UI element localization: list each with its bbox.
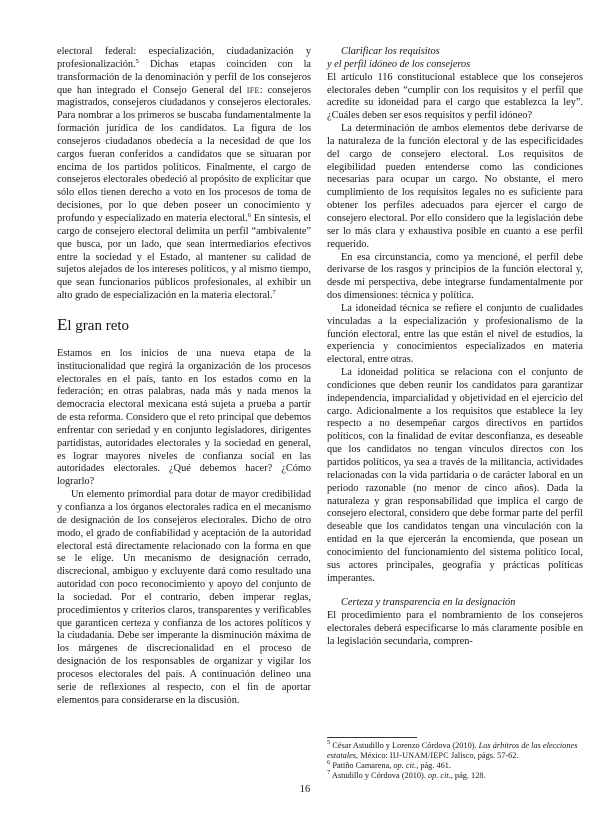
text: Patiño Camarena, bbox=[330, 761, 394, 770]
citation-abbrev: op. cit. bbox=[393, 761, 417, 770]
text: electoral federal: especialización, ciudadanización y profesionalización. bbox=[57, 46, 311, 70]
text: , pág. 461. bbox=[416, 761, 451, 770]
footnote-ref[interactable]: 6 bbox=[247, 211, 251, 219]
footnote-number: 5 bbox=[327, 739, 331, 746]
paragraph: En esa circunstancia, como ya mencioné, el perfil debe derivarse de los rasgos y principios de la función electoral y, desde mi perspectiva, debe integrarse fundamentalmente por dos dimensiones: técnica y política. bbox=[327, 251, 583, 302]
footnote bbox=[327, 761, 583, 771]
right-column bbox=[327, 46, 583, 649]
spacer bbox=[327, 585, 583, 597]
paragraph: Un elemento primordial para dotar de mayor credibilidad y confianza a los órganos electorales radica en el mecanismo de designación de los consejeros electorales. Dicho de otro modo, el grado de confiabilidad y aceptación de la autoridad electoral está directamente relacionado con la forma en que se le elige. Un mecanismo de designación cerrado, discrecional, ambiguo y excluyente dará como resultado una autoridad con poco reconocimiento y apoyo del conjunto de la sociedad. Por el contrario, deben imperar reglas, procedimientos y criterios claros, transparentes y verificables que garanticen certeza y confianza de los actores políticos y la ciudadanía. Debe ser imperante la disminución máxima de los márgenes de discrecionalidad en el proceso de designación de los responsables de organizar y vigilar los procesos electorales del país. A continuación delineo una serie de reflexiones al respecto, con el fin de aportar elementos para considerarse en la discusión. bbox=[57, 489, 311, 706]
paragraph: El procedimiento para el nombramiento de los consejeros electorales deberá especificarse lo más claramente posible en la legislación secundaria, compren- bbox=[327, 610, 583, 647]
acronym: IFE bbox=[246, 85, 260, 95]
subheading bbox=[327, 46, 583, 72]
footnote bbox=[327, 771, 583, 781]
text: , pág. 128. bbox=[450, 771, 486, 780]
paragraph: La idoneidad política se relaciona con el conjunto de condiciones que deben reunir los candidatos para garantizar independencia, imparcialidad y objetividad en el ejercicio del cargo. Adicionalmente a los requisitos que establece la ley respecto a no desempeñar cargos directivos en partidos políticos, con la finalidad de evitar desconfianza, es deseable que los candidatos no tengan vínculos directos con los partidos políticos, ya sea a través de la militancia, actividades relacionadas con la vida partidaria o de carácter laboral en un periodo razonable (no menor de cinco años). Dada la naturaleza y gran responsabilidad que implica el cargo de consejero electoral, considero que debe formar parte del perfil deseable que los candidatos tengan una vinculación con la entidad en la que ejercerán la encomienda, que posean un conocimiento del funcionamiento del sistema político local, sus actores principales, geografía y prácticas políticas imperantes. bbox=[327, 367, 583, 584]
footnote-divider bbox=[327, 737, 417, 738]
text: En síntesis, el cargo de consejero electoral delimita un perfil “ambivalente” que busca, por un lado, que sean intermediarios efectivos entre la sociedad y el Estado, al mantener su calidad de sujetos alejados de los intereses políticos, y al mismo tiempo, que sean funcionarios públicos profesionales, al exhibir un alto grado de especialización en la materia electoral. bbox=[57, 212, 311, 302]
subheading: Certeza y transparencia en la designación bbox=[341, 597, 516, 609]
text: Dichas etapas coinciden con la transformación de la denominación y perfil de los consejeros que han integrado el Consejo General del bbox=[57, 58, 311, 96]
text: César Astudillo y Lorenzo Córdova (2010). bbox=[330, 741, 479, 750]
citation-title: Los árbitros de las elecciones estatales bbox=[327, 741, 578, 760]
citation-abbrev: op. cit. bbox=[427, 771, 451, 780]
footnote-ref[interactable]: 7 bbox=[272, 289, 276, 297]
text: : consejeros magistrados, consejeros ciudadanos y consejeros electorales. Para nombrar a los primeros se buscaba fundamentalmente la formación jurídica de los candidatos. La figura de los consejeros ciudadanos obedecía a la necesidad de que los cargos fueran conferidos a candidatos que se situaran por encima de los partidos políticos. Finalmente, el cargo de consejeros electorales obedeció al propósito de explicitar que sólo ellos tienen derecho a voto en los procesos de toma de decisiones, por lo que deben poseer un conocimiento y profundo y especializado en materia electoral. bbox=[57, 84, 311, 224]
paragraph: El artículo 116 constitucional establece que los consejeros electorales deben “cumplir con los requisitos y el perfil que acredite su idoneidad para el cargo que establezca la ley”. ¿Cuáles deben ser esos requisitos y perfil idóneo? bbox=[327, 71, 583, 122]
heading-initial: E bbox=[57, 314, 68, 334]
paragraph: La determinación de ambos elementos debe derivarse de la naturaleza de la función electoral y de las especificidades del cargo de consejero electoral. Los requisitos de elegibilidad pueden entenderse como las condiciones necesarias para ocupar un cargo. No obstante, el mero cumplimiento de los requisitos legales no es suficiente para obtener los perfiles adecuados para ejercer el cargo de consejero electoral. Por ello considero que la legislación debe ser lo más clara y exhaustiva posible en cuanto a ese perfil requerido. bbox=[327, 123, 583, 250]
footnote-number: 6 bbox=[327, 759, 331, 766]
footnotes bbox=[327, 741, 583, 781]
footnote-ref[interactable]: 5 bbox=[135, 57, 139, 65]
page-number: 16 bbox=[299, 784, 311, 795]
paragraph bbox=[57, 46, 311, 303]
left-column bbox=[57, 46, 311, 708]
section-heading bbox=[57, 314, 311, 334]
text: , México: bbox=[356, 751, 390, 760]
acronym: IIJ-UNAM/IEPC bbox=[389, 751, 449, 760]
subheading-line: Clarificar los requisitos bbox=[341, 46, 440, 57]
subheading-line: y el perfil idóneo de los consejeros bbox=[327, 58, 471, 70]
text: Astudillo y Córdova (2010). bbox=[330, 771, 428, 780]
paragraph: La idoneidad técnica se refiere el conjunto de cualidades vinculadas a la especialización y profesionalismo de la función electoral, entre las que están el nivel de estudios, la experiencia y conocimientos especializados en materia electoral, entre otras. bbox=[327, 302, 583, 366]
footnote bbox=[327, 741, 583, 761]
footnote-number: 7 bbox=[327, 769, 331, 776]
paragraph: Estamos en los inicios de una nueva etapa de la institucionalidad que regirá la organización de los procesos electorales en el país, tanto en los estados como en la federación; en otras palabras, nada más y nada menos la democracia electoral mexicana está sujeta a prueba a partir de esta reforma. Considero que el reto principal que debemos enfrentar con seriedad y en conjunto legisladores, dirigentes partidistas, autoridades electorales y la sociedad en general, es lograr mayores niveles de confianza social en las autoridades electorales. ¿Qué debemos hacer? ¿Cómo lograrlo? bbox=[57, 347, 311, 488]
heading-text: l gran reto bbox=[67, 317, 130, 334]
text: Jalisco, págs. 57-62. bbox=[448, 751, 519, 760]
